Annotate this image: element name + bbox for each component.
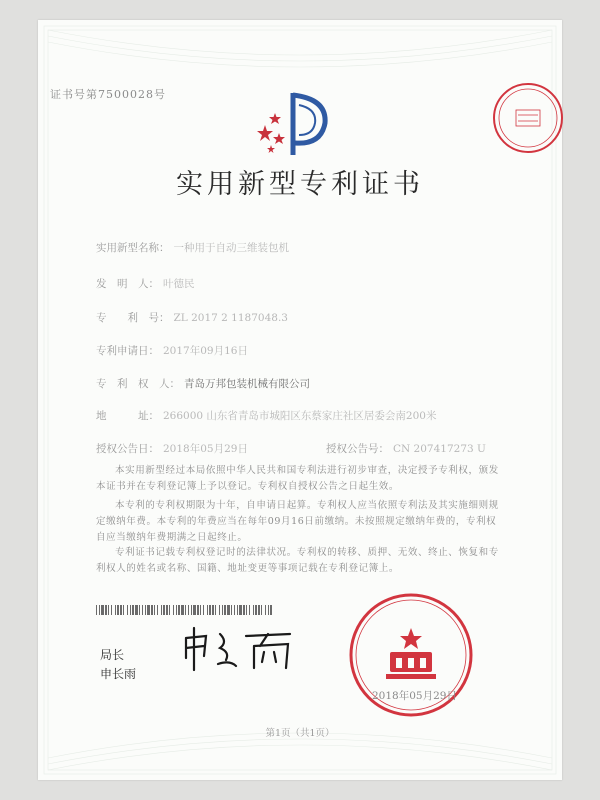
barcode-bar [161, 605, 162, 615]
barcode-bar [185, 605, 186, 615]
barcode-bar [255, 605, 257, 615]
barcode-bar [270, 605, 272, 615]
barcode-bar [123, 605, 124, 615]
paragraph-legal-status: 专利证书记载专利权登记时的法律状况。专利权的转移、质押、无效、终止、恢复和专利权人的姓名或名称、国籍、地址变更等事项记载在专利登记簿上。 [96, 547, 499, 574]
barcode-bar [215, 605, 216, 615]
field-grant-date [96, 441, 248, 456]
barcode-bar [207, 605, 208, 615]
field-label: 专 利 号： [96, 312, 170, 324]
field-value: 青岛万邦包装机械有限公司 [184, 378, 310, 390]
barcode-bar [203, 605, 204, 615]
barcode-bar [108, 605, 109, 615]
barcode-bar [130, 605, 131, 615]
barcode-bar [239, 605, 242, 615]
field-value: 2017年09月16日 [163, 345, 248, 357]
signatory-name: 申长雨 [100, 667, 137, 681]
barcode-bar [224, 605, 226, 615]
barcode-bar [96, 605, 97, 615]
barcode-bar [200, 605, 201, 615]
barcode-bar [253, 605, 254, 615]
barcode-bar [127, 605, 128, 615]
patent-office-logo-icon [255, 85, 335, 165]
barcode-bar [231, 605, 232, 615]
barcode-bar [237, 605, 238, 615]
barcode-bar [188, 605, 189, 615]
barcode-bar [151, 605, 153, 615]
barcode-bar [181, 605, 184, 615]
field-label: 授权公告号： [326, 443, 389, 455]
field-application-date [96, 343, 248, 358]
paragraph-term: 本专利的专利权期限为十年，自申请日起算。专利权人应当依照专利法及其实施细则规定缴纳年费。本专利的年费应当在每年09月16日前缴纳。未按照规定缴纳年费的，专利权自应当缴纳年费期满之日起终止。 [96, 500, 499, 543]
barcode-bar [139, 605, 140, 615]
field-value: 叶德民 [163, 278, 195, 290]
field-value: 266000 山东省青岛市城阳区东蔡家庄社区居委会南200米 [163, 410, 437, 422]
barcode-bar [117, 605, 119, 615]
barcode-bar [243, 605, 245, 615]
barcode-bar [227, 605, 230, 615]
field-patentee [96, 376, 310, 391]
approval-seal [490, 80, 566, 156]
barcode-bar [99, 605, 100, 615]
field-patent-number [96, 310, 288, 325]
field-label: 专 利 权 人： [96, 378, 180, 390]
barcode-bar [176, 605, 177, 615]
barcode-bar [101, 605, 104, 615]
barcode-bar [258, 605, 260, 615]
barcode-bar [219, 605, 220, 615]
paragraph-grant: 本实用新型经过本局依照中华人民共和国专利法进行初步审查，决定授予专利权，颁发本证书并在专利登记簿上予以登记。专利权自授权公告之日起生效。 [96, 465, 499, 492]
field-label: 实用新型名称： [96, 242, 170, 254]
barcode-bar [173, 605, 174, 615]
signatory-title: 局长 [100, 648, 125, 662]
handwritten-signature [180, 624, 300, 674]
field-label: 发 明 人： [96, 278, 159, 290]
field-value: 2018年05月29日 [163, 443, 248, 455]
field-value: 一种用于自动三维装包机 [173, 242, 289, 254]
barcode-bar [193, 605, 196, 615]
barcode-bar [261, 605, 262, 615]
barcode-bar [147, 605, 150, 615]
barcode-bar [222, 605, 223, 615]
barcode-bar [169, 605, 170, 615]
barcode-bar [234, 605, 235, 615]
field-inventor [96, 276, 195, 291]
barcode-bar [191, 605, 192, 615]
barcode-bar [135, 605, 138, 615]
field-label: 地 址： [96, 410, 159, 422]
barcode-bar [145, 605, 146, 615]
barcode-bar [246, 605, 247, 615]
barcode-bar [154, 605, 155, 615]
certificate-number: 证书号第7500028号 [50, 88, 166, 101]
barcode-bar [212, 605, 214, 615]
certificate-title: 实用新型专利证书 [176, 169, 424, 200]
field-value: ZL 2017 2 1187048.3 [173, 312, 288, 324]
barcode-bar [142, 605, 143, 615]
field-value: CN 207417273 U [393, 443, 486, 455]
field-label: 授权公告日： [96, 443, 159, 455]
barcode [96, 605, 272, 615]
field-label: 专利申请日： [96, 345, 159, 357]
barcode-bar [249, 605, 250, 615]
barcode-bar [197, 605, 199, 615]
barcode-bar [132, 605, 134, 615]
barcode-bar [111, 605, 112, 615]
barcode-bar [163, 605, 165, 615]
barcode-bar [105, 605, 107, 615]
barcode-bar [115, 605, 116, 615]
field-address [96, 408, 436, 423]
barcode-bar [120, 605, 122, 615]
barcode-bar [265, 605, 266, 615]
field-utility-model-name [96, 240, 289, 255]
field-grant-number [326, 441, 486, 456]
page-number: 第1页（共1页） [265, 728, 335, 739]
barcode-bar [268, 605, 269, 615]
barcode-bar [209, 605, 211, 615]
barcode-bar [166, 605, 168, 615]
barcode-bar [157, 605, 158, 615]
seal-date: 2018年05月29日 [372, 690, 457, 702]
barcode-bar [178, 605, 180, 615]
